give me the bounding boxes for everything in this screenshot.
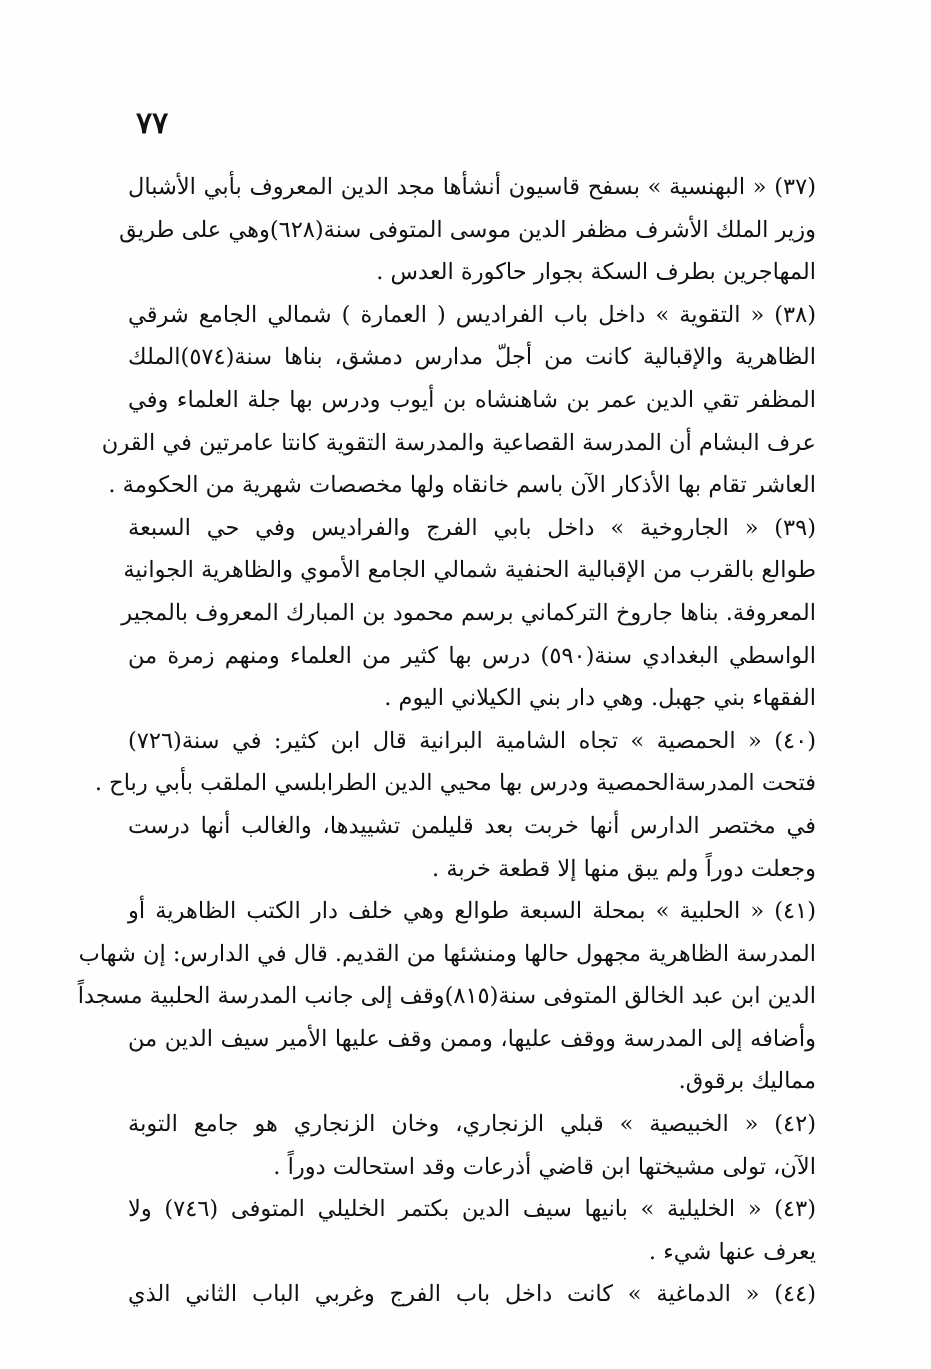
text-line: المظفر تقي الدين عمر بن شاهنشاه بن أيوب ودرس بها جلة العلماء وفي <box>128 386 816 413</box>
text-line: المدرسة الظاهرية مجهول حالها ومنشئها من القديم. قال في الدارس: إن شهاب <box>78 940 816 967</box>
paragraph-41 <box>77 890 816 1103</box>
text-line: (٣٩) « الجاروخية » داخل بابي الفرج والفراديس وفي حي السبعة <box>128 514 816 541</box>
page-number: ٧٧ <box>136 106 169 141</box>
text-line: فتحت المدرسةالحمصية ودرس بها محيي الدين الطرابلسي الملقب بأبي رباح . <box>94 770 816 797</box>
text-line: (٤٤) « الدماغية » كانت داخل باب الفرج وغربي الباب الثاني الذي <box>128 1281 816 1308</box>
text-line: الفقهاء بني جهبل. وهي دار بني الكيلاني اليوم . <box>384 685 816 712</box>
text-line: في مختصر الدارس أنها خربت بعد قليلمن تشييدها، والغالب أنها درست <box>128 812 816 839</box>
text-line: (٤١) « الحلبية » بمحلة السبعة طوالع وهي خلف دار الكتب الظاهرية أو <box>128 898 816 925</box>
paragraph-37 <box>119 166 816 294</box>
text-line: الدين ابن عبد الخالق المتوفى سنة(٨١٥)وقف إلى جانب المدرسة الحلبية مسجداً <box>77 983 816 1010</box>
text-line: المعروفة. بناها جاروخ التركماني برسم محمود بن المبارك المعروف بالمجير <box>121 599 816 626</box>
text-line: الواسطي البغدادي سنة(٥٩٠) درس بها كثير من العلماء ومنهم زمرة من <box>128 642 816 669</box>
text-line: (٣٨) « التقوية » داخل باب الفراديس ( العمارة ) شمالي الجامع شرقي <box>128 301 816 328</box>
paragraph-38 <box>101 294 816 507</box>
text-line: طوالع بالقرب من الإقبالية الحنفية شمالي الجامع الأموي والظاهرية الجوانية <box>123 557 816 584</box>
text-line: عرف البشام أن المدرسة القصاعية والمدرسة التقوية كانتا عامرتين في القرن <box>101 429 816 456</box>
text-line: المهاجرين بطرف السكة بجوار حاكورة العدس . <box>376 259 816 286</box>
text-line: (٤٢) « الخبيصية » قبلي الزنجاري، وخان الزنجاري هو جامع التوبة <box>128 1111 816 1138</box>
text-line: الآن، تولى مشيختها ابن قاضي أذرعات وقد استحالت دوراً . <box>273 1153 816 1180</box>
text-line: وأضافه إلى المدرسة ووقف عليها، وممن وقف عليها الأمير سيف الدين من <box>128 1025 816 1052</box>
text-line: (٤٣) « الخليلية » بانيها سيف الدين بكتمر الخليلي المتوفى (٧٤٦) ولا <box>128 1196 816 1223</box>
text-line: (٣٧) « البهنسية » بسفح قاسيون أنشأها مجد الدين المعروف بأبي الأشبال <box>128 174 816 200</box>
paragraph-42 <box>128 1103 816 1188</box>
paragraph-39 <box>121 507 816 720</box>
paragraph-43 <box>128 1188 816 1273</box>
text-line: وزير الملك الأشرف مظفر الدين موسى المتوفى سنة(٦٢٨)وهي على طريق <box>119 216 816 243</box>
text-line: الظاهرية والإقبالية كانت من أجلّ مدارس دمشق، بناها سنة(٥٧٤)الملك <box>128 344 816 371</box>
text-line: وجعلت دوراً ولم يبق منها إلا قطعة خربة . <box>432 855 816 882</box>
text-line: مماليك برقوق. <box>678 1068 816 1095</box>
paragraph-40 <box>94 720 816 890</box>
text-line: العاشر تقام بها الأذكار الآن باسم خانقاه ولها مخصصات شهرية من الحكومة . <box>108 472 816 499</box>
body-text <box>77 166 816 1316</box>
paragraph-44 <box>128 1273 816 1316</box>
text-line: يعرف عنها شيء . <box>648 1238 816 1265</box>
text-line: (٤٠) « الحمصية » تجاه الشامية البرانية قال ابن كثير: في سنة(٧٢٦) <box>128 727 816 754</box>
